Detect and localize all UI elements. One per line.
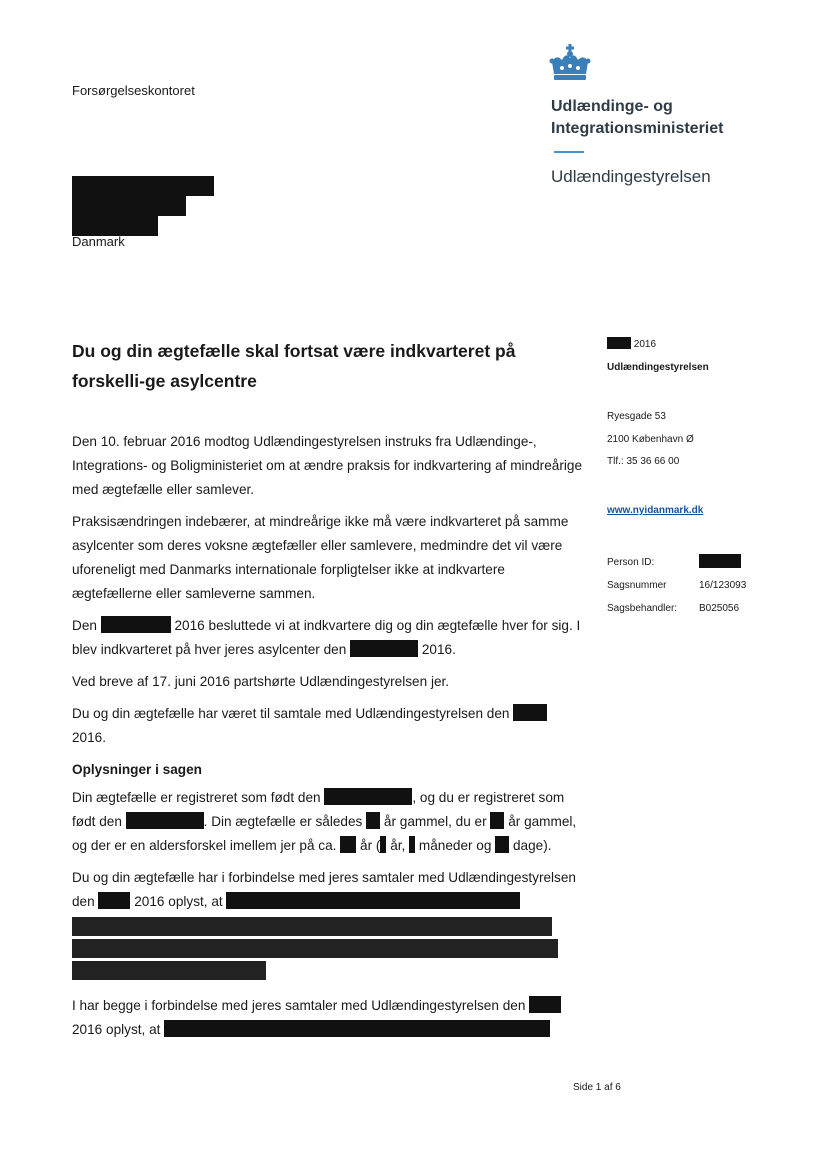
redaction-bar: [513, 704, 547, 721]
paragraph: Du og din ægtefælle har i forbindelse med jeres samtaler med Udlændingestyrelsen den 2016 oplyst, at: [72, 870, 576, 909]
handler-label: Sagsbehandler:: [607, 603, 678, 614]
redaction-bar: [350, 640, 418, 657]
redaction-bar: [226, 892, 520, 909]
divider: [554, 151, 584, 153]
paragraph: Praksisændringen indebærer, at mindreårige ikke må være indkvarteret på samme asylcenter som deres voksne ægtefæller eller samlevere, medmindre det vil være uforeneligt med Danmarks internationale forpligtelser ikke at indkvartere ægtefællerne eller samleverne sammen.: [72, 514, 569, 601]
handler-row: [607, 603, 757, 614]
recipient-address-redacted: [72, 176, 214, 236]
city-address: 2100 København Ø: [607, 434, 694, 445]
redaction-bar: [72, 961, 266, 980]
paragraph: Din ægtefælle er registreret som født den , og du er registreret som født den . Din ægtefælle er således år gammel, du er år gammel, og der er en aldersforskel imellem jer på ca. år ( år, måneder og dage).: [72, 790, 577, 853]
redaction-bar: [126, 812, 204, 829]
paragraph: Du og din ægtefælle har været til samtale med Udlændingestyrelsen den 2016.: [72, 702, 584, 750]
redaction-bar: [98, 892, 130, 909]
paragraph: Den 2016 besluttede vi at indkvartere dig og din ægtefælle hver for sig. I blev indkvarteret på hver jeres asylcenter den 2016.: [72, 618, 581, 657]
redaction-bar: [72, 939, 558, 958]
redaction-bar: [529, 996, 561, 1013]
ministry-line: Udlændinge- og: [551, 98, 673, 115]
ministry-line: Integrationsministeriet: [551, 120, 724, 137]
sidebar-org: Udlændingestyrelsen: [607, 362, 709, 373]
case-number-label: Sagsnummer: [607, 580, 667, 591]
case-number-value: 16/123093: [699, 580, 747, 591]
sender-office: Forsørgelseskontoret: [72, 83, 195, 98]
letter-title: Du og din ægtefælle skal fortsat være indkvarteret på forskelli-ge asylcentre: [72, 341, 516, 391]
redaction-bar: [72, 917, 552, 936]
section-heading: Oplysninger i sagen: [72, 762, 202, 777]
street-address: Ryesgade 53: [607, 411, 666, 422]
redaction-bar: [409, 836, 415, 853]
agency-name: Udlændingestyrelsen: [551, 167, 711, 186]
paragraph: Den 10. februar 2016 modtog Udlændingestyrelsen instruks fra Udlændinge-, Integrations- og Boligministeriet om at ændre praksis for indkvartering af mindreårige med ægtefælle eller samlever.: [72, 434, 582, 497]
redaction-bar: [490, 812, 504, 829]
redaction-bar: [607, 337, 631, 349]
website-link[interactable]: www.nyidanmark.dk: [607, 505, 704, 516]
redaction-bar: [101, 616, 171, 633]
letter-date: [607, 337, 656, 350]
redaction-bar: [699, 554, 741, 568]
person-id-row: [607, 554, 757, 568]
redaction-bar: [72, 216, 158, 236]
phone-number: Tlf.: 35 36 66 00: [607, 456, 680, 467]
redaction-bar: [72, 176, 214, 196]
royal-crown-icon: [546, 44, 594, 84]
ministry-name: [551, 96, 723, 140]
handler-value: B025056: [699, 603, 740, 614]
redaction-bar: [72, 196, 186, 216]
redaction-bar: [324, 788, 412, 805]
recipient-country: Danmark: [72, 234, 125, 249]
letter-body: [72, 430, 584, 1050]
redaction-bar: [495, 836, 509, 853]
case-number-row: [607, 580, 757, 591]
redaction-bar: [380, 836, 386, 853]
paragraph: Ved breve af 17. juni 2016 partshørte Udlændingestyrelsen jer.: [72, 674, 450, 689]
redaction-bar: [164, 1020, 550, 1037]
page-number: Side 1 af 6: [573, 1082, 621, 1093]
date-year: 2016: [633, 339, 657, 350]
redaction-bar: [340, 836, 356, 853]
redaction-bar: [366, 812, 380, 829]
paragraph: I har begge i forbindelse med jeres samtaler med Udlændingestyrelsen den 2016 oplyst, at: [72, 994, 584, 1042]
person-id-label: Person ID:: [607, 557, 655, 568]
